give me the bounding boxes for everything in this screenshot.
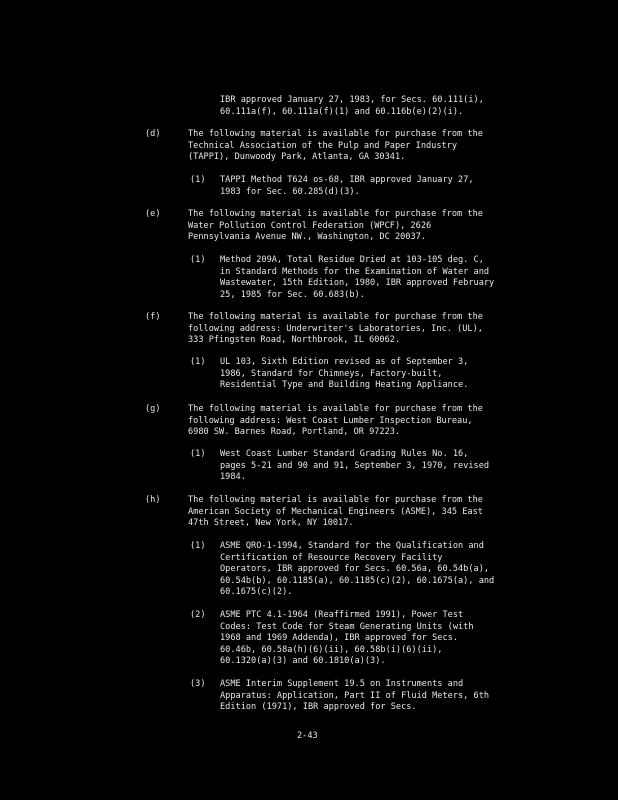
text-line: IBR approved January 27, 1983, for Secs. 60.111(i), xyxy=(220,95,484,105)
text-line: UL 103, Sixth Edition revised as of September 3, xyxy=(220,357,469,367)
text-line: Pennsylvania Avenue NW., Washington, DC 20037. xyxy=(188,232,426,243)
text-line: 1968 and 1969 Addenda), IBR approved for Secs. xyxy=(220,633,458,644)
text-line: Codes: Test Code for Steam Generating Units (with xyxy=(220,621,474,632)
text-line: Operators, IBR approved for Secs. 60.56a, 60.54b(a), xyxy=(220,564,490,575)
text-line: ASME PTC 4.1-1964 (Reaffirmed 1991), Power Test xyxy=(220,610,464,620)
item-number: (1) xyxy=(190,175,206,185)
text-line: 333 Pfingsten Road, Northbrook, IL 60062. xyxy=(188,335,401,346)
text-line: 60.54b(b), 60.1185(a), 60.1185(c)(2), 60.1675(a), and xyxy=(220,575,495,586)
text-line: Certification of Resource Recovery Facility xyxy=(220,552,443,563)
item-number: (2) xyxy=(190,610,206,620)
section-letter-g: (g) xyxy=(145,404,161,414)
text-line: Water Pollution Control Federation (WPCF), 2626 xyxy=(188,220,432,231)
text-line: West Coast Lumber Standard Grading Rules No. 16, xyxy=(220,449,469,459)
text-line: The following material is available for purchase from the xyxy=(188,129,483,139)
text-line: 6980 SW. Barnes Road, Portland, OR 97223. xyxy=(188,427,401,438)
section-g-intro xyxy=(188,404,558,439)
text-line: pages 5-21 and 90 and 91, September 3, 1970, revised xyxy=(220,460,490,471)
text-line: following address: West Coast Lumber Inspection Bureau, xyxy=(188,415,473,426)
section-letter-h: (h) xyxy=(145,495,161,505)
section-letter-f: (f) xyxy=(145,312,161,322)
section-h-item-1 xyxy=(220,541,556,599)
text-line: 1986, Standard for Chimneys, Factory-built, xyxy=(220,368,443,379)
item-number: (1) xyxy=(190,449,206,459)
text-line: 1984. xyxy=(220,472,246,483)
text-line: (TAPPI), Dunwoody Park, Atlanta, GA 30341. xyxy=(188,152,406,163)
text-line: following address: Underwriter's Laboratories, Inc. (UL), xyxy=(188,323,483,334)
text-line: TAPPI Method T624 os-68, IBR approved January 27, xyxy=(220,175,474,185)
text-line: The following material is available for purchase from the xyxy=(188,404,483,414)
section-e-item-1 xyxy=(220,255,556,301)
text-line: The following material is available for purchase from the xyxy=(188,495,483,505)
text-line: in Standard Methods for the Examination of Water and xyxy=(220,266,490,277)
top-continuation xyxy=(220,95,556,118)
item-number: (1) xyxy=(190,541,206,551)
section-h-item-3 xyxy=(220,679,556,714)
text-line: Technical Association of the Pulp and Paper Industry xyxy=(188,140,458,151)
text-line: 60.46b, 60.58a(h)(6)(ii), 60.58b(i)(6)(ii), xyxy=(220,644,443,655)
text-line: Edition (1971), IBR approved for Secs. xyxy=(220,702,417,713)
text-line: Wastewater, 15th Edition, 1980, IBR approved February xyxy=(220,278,495,289)
text-line: ASME QRO-1-1994, Standard for the Qualification and xyxy=(220,541,484,551)
text-line: Apparatus: Application, Part II of Fluid Meters, 6th xyxy=(220,690,490,701)
text-line: American Society of Mechanical Engineers (ASME), 345 East xyxy=(188,506,483,517)
section-f-item-1 xyxy=(220,357,556,392)
text-line: 60.1320(a)(3) and 60.1810(a)(3). xyxy=(220,656,386,667)
text-line: 60.111a(f), 60.111a(f)(1) and 60.116b(e)(2)(i). xyxy=(220,106,464,117)
text-line: 1983 for Sec. 60.285(d)(3). xyxy=(220,186,360,197)
page-number: 2-43 xyxy=(297,731,318,741)
item-number: (1) xyxy=(190,255,206,265)
text-line: 60.1675(c)(2). xyxy=(220,587,293,598)
item-number: (3) xyxy=(190,679,206,689)
section-e-intro xyxy=(188,209,558,244)
section-d-intro xyxy=(188,129,558,164)
section-d-item-1 xyxy=(220,175,556,198)
text-line: Residential Type and Building Heating Appliance. xyxy=(220,380,469,391)
text-line: ASME Interim Supplement 19.5 on Instruments and xyxy=(220,679,464,689)
text-line: The following material is available for purchase from the xyxy=(188,209,483,219)
text-line: Method 209A, Total Residue Dried at 103-105 deg. C, xyxy=(220,255,484,265)
section-h-item-2 xyxy=(220,610,556,668)
section-h-intro xyxy=(188,495,558,530)
item-number: (1) xyxy=(190,357,206,367)
text-line: The following material is available for purchase from the xyxy=(188,312,483,322)
section-f-intro xyxy=(188,312,558,347)
text-line: 25, 1985 for Sec. 60.683(b). xyxy=(220,289,365,300)
section-letter-e: (e) xyxy=(145,209,161,219)
section-letter-d: (d) xyxy=(145,129,161,139)
text-line: 47th Street, New York, NY 10017. xyxy=(188,518,354,529)
section-g-item-1 xyxy=(220,449,556,484)
